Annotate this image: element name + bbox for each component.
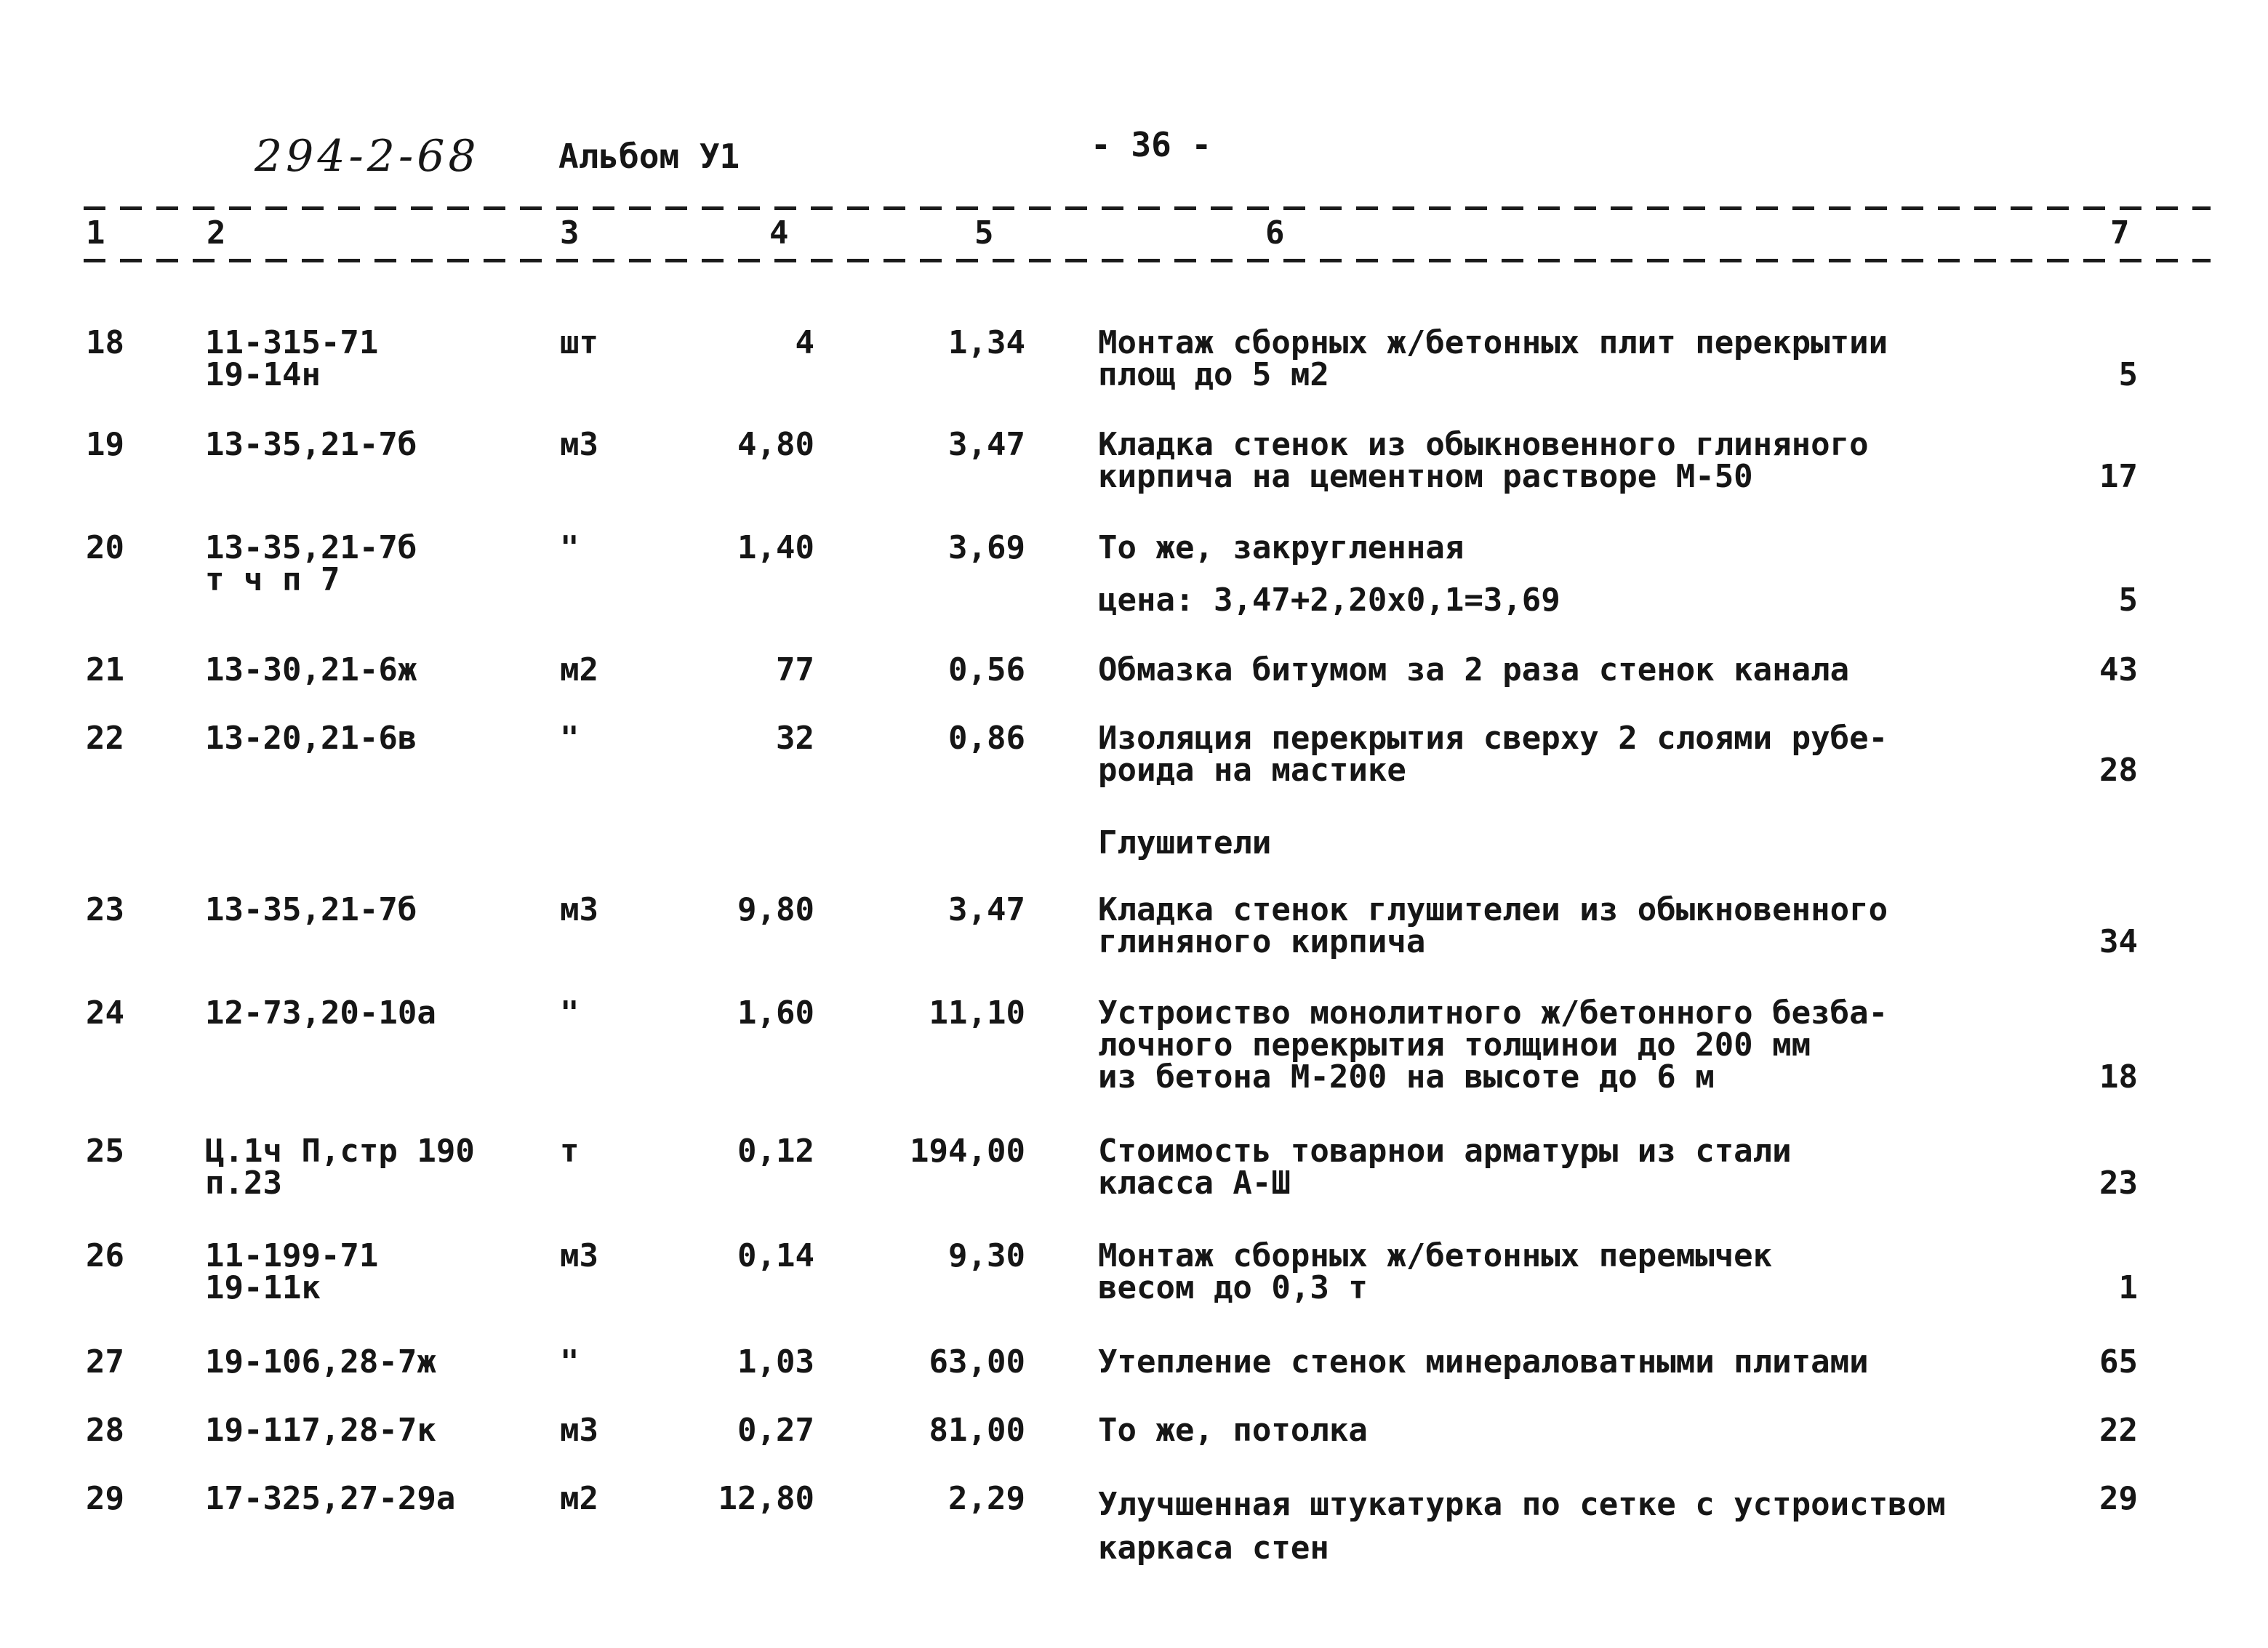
row-total: 28: [2099, 752, 2138, 789]
album-label: Альбом У1: [558, 137, 740, 176]
row-quantity: 12,80: [718, 1480, 814, 1517]
row-number: 29: [86, 1480, 124, 1517]
code-line: 19-117,28-7к: [205, 1412, 436, 1449]
description-line: Монтаж сборных ж/бетонных плит перекрытии: [1098, 324, 1888, 361]
row-code: [205, 1133, 475, 1202]
row-unit: м3: [560, 891, 598, 928]
row-number: 22: [86, 720, 124, 757]
row-code: [205, 324, 379, 393]
code-line: 13-35,21-7б: [205, 426, 417, 463]
row-number: 23: [86, 891, 124, 928]
row-number: 18: [86, 324, 124, 361]
row-quantity: 77: [776, 651, 814, 688]
description-line: Стоимость товарнои арматуры из стали: [1098, 1133, 1792, 1170]
row-total: 18: [2099, 1058, 2138, 1096]
row-code: [205, 426, 417, 463]
description-line: Кладка стенок из обыкновенного глиняного: [1098, 426, 1869, 463]
row-total: 5: [2118, 356, 2138, 393]
row-quantity: 1,60: [737, 994, 814, 1032]
description-line: Улучшенная штукатурка по сетке с устроиством: [1098, 1486, 1946, 1523]
column-number-1: 1: [86, 214, 105, 252]
description-line: Кладка стенок глушителеи из обыкновенного: [1098, 891, 1888, 928]
description-line: Обмазка битумом за 2 раза стенок канала: [1098, 651, 1850, 688]
code-line: 19-14н: [205, 356, 321, 393]
row-total: 43: [2099, 651, 2138, 688]
code-line: 13-30,21-6ж: [205, 651, 417, 688]
row-price: 2,29: [948, 1480, 1025, 1517]
row-number: 25: [86, 1133, 124, 1170]
description-line: То же, потолка: [1098, 1412, 1368, 1449]
row-code: [205, 1412, 436, 1449]
code-line: т ч п 7: [205, 561, 340, 598]
description-line: лочного перекрытия толщинои до 200 мм: [1098, 1026, 1811, 1064]
code-line: 13-35,21-7б: [205, 529, 417, 566]
row-price: 3,69: [948, 529, 1025, 566]
row-quantity: 32: [776, 720, 814, 757]
description-line: глиняного кирпича: [1098, 923, 1426, 960]
row-price: 194,00: [910, 1133, 1025, 1170]
row-price: 0,56: [948, 651, 1025, 688]
row-quantity: 1,40: [737, 529, 814, 566]
section-heading: Глушители: [1098, 824, 1272, 861]
row-unit: т: [560, 1133, 580, 1170]
row-code: [205, 651, 417, 688]
row-price: 3,47: [948, 426, 1025, 463]
row-number: 27: [86, 1343, 124, 1380]
row-unit: м3: [560, 426, 598, 463]
column-number-3: 3: [560, 214, 580, 252]
row-price: 1,34: [948, 324, 1025, 361]
code-line: 17-325,27-29а: [205, 1480, 456, 1517]
description-line: каркаса стен: [1098, 1530, 1329, 1567]
row-quantity: 0,27: [737, 1412, 814, 1449]
description-line: из бетона М-200 на высоте до 6 м: [1098, 1058, 1715, 1096]
row-unit: м3: [560, 1237, 598, 1274]
row-total: 1: [2118, 1269, 2138, 1306]
row-quantity: 4: [795, 324, 814, 361]
description-line: кирпича на цементном растворе М-50: [1098, 458, 1753, 495]
row-code: [205, 529, 417, 598]
code-line: 11-199-71: [205, 1237, 379, 1274]
column-number-4: 4: [769, 214, 789, 252]
row-price: 3,47: [948, 891, 1025, 928]
row-price: 81,00: [929, 1412, 1025, 1449]
row-quantity: 4,80: [737, 426, 814, 463]
row-description: [1098, 1343, 1869, 1380]
description-line: Устроиство монолитного ж/бетонного безба-: [1098, 994, 1888, 1032]
row-description: [1098, 651, 1850, 688]
row-code: [205, 1237, 379, 1306]
row-unit: м2: [560, 1480, 598, 1517]
row-number: 28: [86, 1412, 124, 1449]
row-description: [1098, 1237, 1773, 1306]
row-quantity: 0,12: [737, 1133, 814, 1170]
description-line: роида на мастике: [1098, 752, 1406, 789]
row-unit: ": [560, 994, 580, 1032]
row-description: [1098, 994, 1888, 1096]
row-unit: ": [560, 529, 580, 566]
code-line: 19-11к: [205, 1269, 321, 1306]
description-line: весом до 0,3 т: [1098, 1269, 1368, 1306]
document-code: 294-2-68: [255, 131, 480, 182]
row-unit: м3: [560, 1412, 598, 1449]
code-line: 11-315-71: [205, 324, 379, 361]
description-line: То же, закругленная: [1098, 529, 1464, 566]
row-number: 20: [86, 529, 124, 566]
description-line: площ до 5 м2: [1098, 356, 1329, 393]
price-calculation: цена: 3,47+2,20x0,1=3,69: [1098, 582, 1560, 619]
row-price: 63,00: [929, 1343, 1025, 1380]
row-unit: ": [560, 1343, 580, 1380]
description-line: Монтаж сборных ж/бетонных перемычек: [1098, 1237, 1773, 1274]
description-line: Изоляция перекрытия сверху 2 слоями рубе-: [1098, 720, 1888, 757]
row-code: [205, 994, 436, 1032]
code-line: 12-73,20-10а: [205, 994, 436, 1032]
row-quantity: 9,80: [737, 891, 814, 928]
row-price: 9,30: [948, 1237, 1025, 1274]
row-total: 5: [2118, 582, 2138, 619]
row-total: 65: [2099, 1343, 2138, 1380]
column-number-2: 2: [207, 214, 226, 252]
row-code: [205, 891, 417, 928]
row-quantity: 1,03: [737, 1343, 814, 1380]
code-line: Ц.1ч П,стр 190: [205, 1133, 475, 1170]
page-number: - 36 -: [1091, 125, 1212, 164]
row-price: 0,86: [948, 720, 1025, 757]
column-number-5: 5: [974, 214, 994, 252]
row-description: [1098, 1133, 1792, 1202]
row-code: [205, 720, 417, 757]
row-total: 34: [2099, 923, 2138, 960]
row-code: [205, 1343, 436, 1380]
row-description: [1098, 1412, 1368, 1449]
row-unit: ": [560, 720, 580, 757]
row-description: [1098, 891, 1888, 960]
row-unit: шт: [560, 324, 598, 361]
row-unit: м2: [560, 651, 598, 688]
code-line: 19-106,28-7ж: [205, 1343, 436, 1380]
row-total: 23: [2099, 1165, 2138, 1202]
row-total: 17: [2099, 458, 2138, 495]
code-line: п.23: [205, 1165, 282, 1202]
row-code: [205, 1480, 456, 1517]
description-line: Утепление стенок минераловатными плитами: [1098, 1343, 1869, 1380]
header-rule-bottom: [84, 259, 2211, 262]
row-description: [1098, 1483, 1946, 1570]
column-number-6: 6: [1265, 214, 1285, 252]
row-price: 11,10: [929, 994, 1025, 1032]
row-number: 24: [86, 994, 124, 1032]
header-rule-top: [84, 206, 2211, 210]
row-description: [1098, 426, 1869, 495]
description-line: класса А-Ш: [1098, 1165, 1291, 1202]
row-description: [1098, 529, 1560, 619]
code-line: 13-35,21-7б: [205, 891, 417, 928]
row-number: 19: [86, 426, 124, 463]
row-number: 21: [86, 651, 124, 688]
row-total: 22: [2099, 1412, 2138, 1449]
code-line: 13-20,21-6в: [205, 720, 417, 757]
row-number: 26: [86, 1237, 124, 1274]
row-total: 29: [2099, 1480, 2138, 1517]
column-number-7: 7: [2110, 214, 2130, 252]
row-quantity: 0,14: [737, 1237, 814, 1274]
row-description: [1098, 720, 1888, 789]
row-description: [1098, 324, 1888, 393]
